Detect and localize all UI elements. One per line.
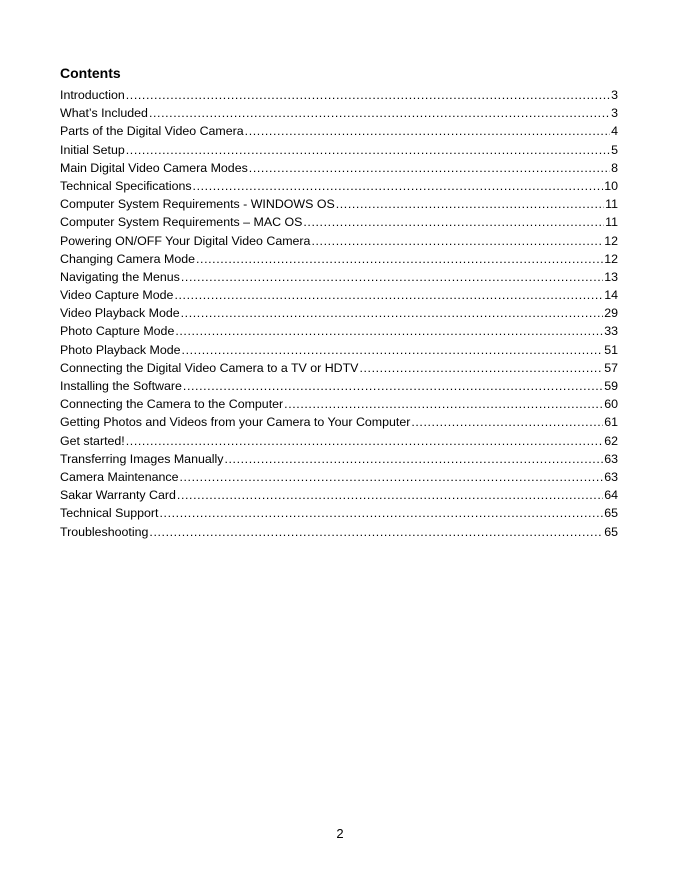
toc-entry[interactable] (60, 322, 618, 340)
toc-entry[interactable] (60, 232, 618, 250)
toc-leader-dots (359, 359, 603, 377)
toc-entry-page: 33 (604, 324, 618, 339)
toc-leader-dots (245, 122, 610, 140)
toc-entry-title: Connecting the Digital Video Camera to a TV or HDTV (60, 360, 359, 375)
toc-entry-title: Transferring Images Manually (60, 451, 224, 466)
toc-entry-page: 12 (604, 251, 618, 266)
toc-leader-dots (174, 286, 603, 304)
toc-entry[interactable] (60, 122, 618, 140)
toc-entry[interactable] (60, 413, 618, 431)
toc-list (60, 86, 618, 541)
toc-leader-dots (181, 304, 604, 322)
toc-entry-title: Powering ON/OFF Your Digital Video Camera (60, 233, 311, 248)
toc-entry[interactable] (60, 523, 618, 541)
toc-entry-title: Technical Specifications (60, 178, 192, 193)
toc-entry[interactable] (60, 341, 618, 359)
toc-entry[interactable] (60, 213, 618, 231)
toc-entry-title: Main Digital Video Camera Modes (60, 160, 248, 175)
toc-entry-page: 59 (604, 379, 618, 393)
toc-entry-page: 64 (604, 488, 618, 503)
toc-entry-title: Introduction (60, 88, 125, 102)
toc-entry-title: Parts of the Digital Video Camera (60, 124, 244, 139)
toc-entry-title: Troubleshooting (60, 524, 149, 539)
toc-entry[interactable] (60, 86, 618, 104)
toc-entry-page: 60 (604, 397, 618, 412)
toc-leader-dots (181, 268, 603, 286)
toc-entry-page: 65 (604, 506, 618, 521)
toc-entry[interactable] (60, 141, 618, 159)
toc-entry[interactable] (60, 468, 618, 486)
toc-entry-title: Initial Setup (60, 142, 125, 157)
toc-entry-page: 29 (604, 306, 618, 321)
toc-entry-title: Sakar Warranty Card (60, 488, 176, 503)
toc-leader-dots (193, 177, 604, 195)
toc-leader-dots (196, 250, 603, 268)
toc-entry-page: 51 (604, 342, 618, 357)
toc-leader-dots (149, 104, 610, 122)
toc-entry-title: Navigating the Menus (60, 269, 180, 284)
toc-entry-title: Computer System Requirements - WINDOWS OS (60, 197, 335, 212)
toc-leader-dots (149, 523, 603, 541)
toc-entry-title: Changing Camera Mode (60, 251, 195, 266)
toc-entry-page: 11 (605, 215, 618, 230)
toc-entry[interactable] (60, 104, 618, 122)
toc-entry-page: 8 (611, 160, 618, 175)
toc-entry-title: What’s Included (60, 106, 148, 121)
toc-leader-dots (177, 486, 603, 504)
toc-entry[interactable] (60, 195, 618, 213)
toc-entry[interactable] (60, 304, 618, 322)
toc-entry-page: 63 (604, 469, 618, 484)
toc-leader-dots (175, 322, 603, 340)
toc-leader-dots (303, 213, 604, 231)
toc-entry[interactable] (60, 177, 618, 195)
toc-leader-dots (411, 413, 603, 431)
toc-entry-title: Video Capture Mode (60, 288, 174, 303)
toc-entry-page: 13 (604, 269, 618, 284)
toc-entry-page: 61 (604, 415, 618, 430)
toc-heading: Contents (60, 65, 121, 81)
toc-entry-title: Get started! (60, 433, 125, 448)
toc-entry-page: 62 (604, 433, 618, 448)
toc-entry[interactable] (60, 377, 618, 395)
toc-entry-page: 12 (604, 233, 618, 248)
toc-entry-page: 63 (604, 451, 618, 466)
toc-entry-page: 10 (604, 178, 618, 193)
toc-entry-page: 5 (611, 142, 618, 157)
toc-leader-dots (224, 450, 603, 468)
toc-entry[interactable] (60, 432, 618, 450)
toc-leader-dots (126, 432, 603, 450)
toc-entry-page: 11 (605, 197, 618, 212)
toc-leader-dots (336, 195, 604, 213)
toc-leader-dots (126, 141, 610, 159)
toc-entry[interactable] (60, 268, 618, 286)
toc-entry[interactable] (60, 159, 618, 177)
toc-entry-title: Connecting the Camera to the Computer (60, 397, 284, 412)
toc-entry[interactable] (60, 359, 618, 377)
toc-entry-page: 65 (604, 524, 618, 539)
toc-leader-dots (249, 159, 610, 177)
toc-entry-page: 3 (611, 106, 618, 121)
toc-entry-page: 3 (611, 88, 618, 102)
toc-entry[interactable] (60, 450, 618, 468)
toc-entry-page: 4 (611, 124, 618, 139)
toc-leader-dots (160, 504, 604, 522)
toc-leader-dots (311, 232, 603, 250)
toc-entry-title: Video Playback Mode (60, 306, 180, 321)
toc-entry[interactable] (60, 504, 618, 522)
toc-entry-title: Getting Photos and Videos from your Camera to Your Computer (60, 415, 411, 430)
toc-entry[interactable] (60, 250, 618, 268)
toc-entry-title: Computer System Requirements – MAC OS (60, 215, 303, 230)
toc-entry[interactable] (60, 486, 618, 504)
toc-entry[interactable] (60, 286, 618, 304)
page-number: 2 (336, 826, 344, 841)
toc-leader-dots (183, 377, 603, 395)
toc-entry-title: Photo Capture Mode (60, 324, 175, 339)
toc-entry-title: Technical Support (60, 506, 159, 521)
toc-leader-dots (182, 341, 604, 359)
toc-entry-page: 57 (604, 360, 618, 375)
toc-leader-dots (126, 86, 610, 104)
toc-entry-title: Installing the Software (60, 379, 182, 393)
toc-leader-dots (179, 468, 603, 486)
toc-entry-title: Photo Playback Mode (60, 342, 181, 357)
toc-entry-title: Camera Maintenance (60, 469, 179, 484)
toc-leader-dots (284, 395, 603, 413)
toc-entry-page: 14 (604, 288, 618, 303)
toc-entry[interactable] (60, 395, 618, 413)
